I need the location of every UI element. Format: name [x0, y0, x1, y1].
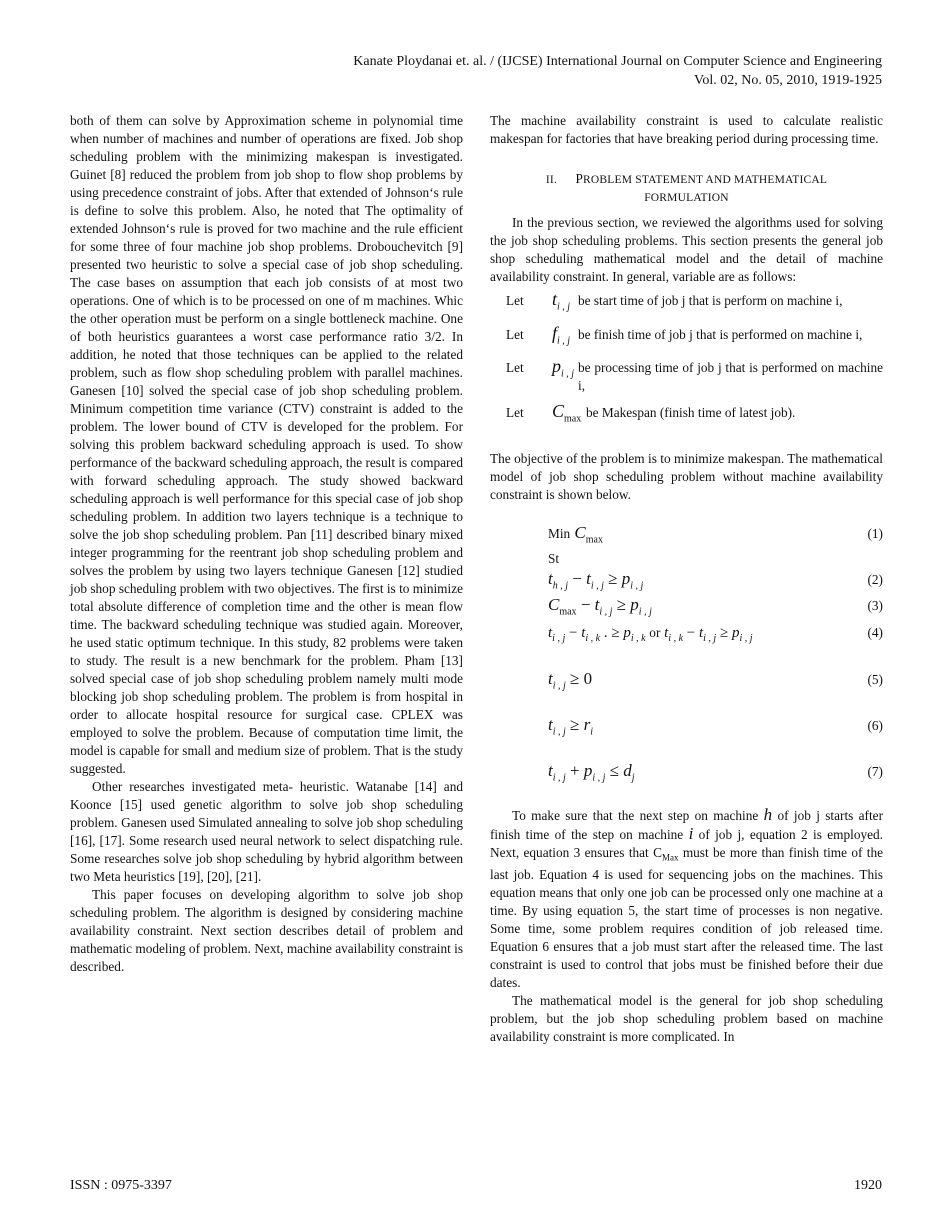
- variable-desc: be Makespan (finish time of latest job).: [586, 405, 796, 421]
- variable-desc: be finish time of job j that is performed on machine i,: [578, 326, 863, 342]
- equation-number: (4): [867, 624, 883, 640]
- variable-let: Let: [506, 360, 524, 376]
- min-label: Min: [548, 525, 571, 541]
- equation-number: (7): [867, 763, 883, 779]
- left-paragraph-3: This paper focuses on developing algorithm to solve job shop scheduling problem. The algorithm is designed by considering machine availability constraint. Next section describes detail of problem and mathematic modeling of problem. Next, machine availability constraint is described.: [70, 887, 463, 974]
- equation-2: $t_{h , j} - t_{i , j} \ge p_{i , j}$ (2): [548, 568, 883, 592]
- variable-item: [490, 357, 883, 395]
- equation-number: (1): [867, 525, 883, 541]
- footer-issn: ISSN : 0975-3397: [70, 1178, 172, 1193]
- variable-let: Let: [506, 293, 524, 308]
- right-paragraph-2: The objective of the problem is to minimize makespan. The mathematical model of job shop scheduling problem without machine availability constraint is shown below.: [490, 450, 883, 502]
- variable-let: Let: [506, 326, 524, 342]
- right-column: [490, 112, 883, 1046]
- section-title-cap: P: [575, 171, 584, 186]
- variable-symbol: $t_{i , j}$: [552, 289, 571, 313]
- right-paragraph-0: The machine availability constraint is used to calculate realistic makespan for factories that have breaking period during processing time.: [490, 113, 883, 146]
- right-paragraph-1: In the previous section, we reviewed the algorithms used for solving the job shop scheduling problems. This section presents the general job shop scheduling mathematical model and the detail of machine availability constraint. In general, variable are as follows:: [490, 215, 883, 284]
- right-paragraph-3: To make sure that the next step on machine h of job j starts after finish time of the step on machine i of job j, equation 2 is employed. Next, equation 3 ensures that $C_{Max}$ must be more than finish time of the last job. Equation 4 is used for sequencing jobs on the machines. This equation means that only one job can be processed only one machine at a time. By using equation 5, the start time of processes is non negative. Some time, some problem requires condition of job released time. Equation 6 ensures that a job must start after the released time. The last constraint is used to control that jobs must be finished before their due dates.: [490, 804, 884, 991]
- variable-desc: be start time of job j that is perform on machine i,: [578, 293, 843, 308]
- variable-symbol: $f_{i , j}$: [552, 322, 571, 347]
- equation-4: $t_{i , j} - t_{i , k}$ . ≥ $p_{i , k}$ or $t_{i , k} - t_{i , j} \ge p_{i , j}$ (4): [548, 624, 883, 644]
- section-number: II.: [545, 174, 557, 186]
- equation-3: $C_{max} - t_{i , j} \ge p_{i , j}$ (3): [548, 594, 883, 618]
- equation-block: [490, 524, 883, 788]
- equation-number: (5): [867, 671, 883, 687]
- variable-desc: be processing time of job j that is performed on machine i,: [578, 360, 883, 394]
- equation-number: (2): [867, 571, 883, 587]
- variable-symbol: $C_{max}$: [552, 401, 582, 425]
- section-title-line1: ROBLEM STATEMENT AND MATHEMATICAL: [583, 174, 828, 186]
- right-paragraph-4: The mathematical model is the general for job shop scheduling problem, but the job shop scheduling problem based on machine availability constraint is more complicated. In: [490, 993, 883, 1045]
- section-title-line2: FORMULATION: [644, 192, 729, 204]
- equation-7: $t_{i , j} + p_{i , j} \le d_j$ (7): [548, 760, 883, 784]
- variable-item: [490, 290, 883, 317]
- variable-item: [490, 324, 883, 351]
- equation-5: $t_{i , j} \ge 0$ (5): [548, 668, 883, 692]
- section-heading: [490, 170, 883, 207]
- equation-number: (6): [867, 717, 883, 733]
- left-paragraph-1: both of them can solve by Approximation scheme in polynomial time when number of machines and number of operations are fixed. Job shop scheduling problem with the minimizing makespan is investigated. Guinet [8] reduced the problem from job shop to flow shop problems by using precedence constraint of jobs. After that extended of Johnson‘s rule is define to solve this problem. Also, he noted that The optimality of extended Johnson‘s rule is proved for two machine and the rule efficient for some three of four machine job shop problems. Drobouchevitch [9] presented two heuristic to solve a special case of job shop scheduling. The case bases on assumption that each job consists of at most two operations. One of which is to be processed on one of m machines. Whic the other operation must be perform on a single bottleneck machine. One of both heuristics guarantees a worst case performance ratio 3/2. In addition, he noted that those techniques can be applied to the related problem, such as flow shop scheduling problem with parallel machines. Ganesen [10] solved the special case of job shop scheduling problem. Minimum competition time variance (CTV) constraint is added to the problem. The lower bound of CTV is developed for the problem. For solving this problem backward scheduling approach is used. To show performance of the backward scheduling approach, the result is compared with forward scheduling approach. The study showed backward scheduling approach is well performance for this special case of job shop scheduling problem. In addition two layers technique is a technique to solve the job shop scheduling problem. Pan [11] described binary mixed integer programming for the reentrant job shop scheduling problem and solves the problem by using two layers technique Ganesen [12] studied job shop scheduling problem with two objectives. The first is to minimize total absolute difference of completion time and the other is mean flow time. The backward scheduling technique was studied again. Moreover, he used static optimum technique. In this study, 82 problems were taken to study. The result is a new benchmark for the problem. Pham [13] solved special case of job shop scheduling problem namely multi mode blocking job shop scheduling problem. The problem is from hospital in order to allocate hospital resource for surgical case. CPLEX was employed to solve the problem. Because of computation time limit, the model is capable for small and medium size of problem. That is the study suggested.: [70, 113, 463, 776]
- header-journal: Kanate Ploydanai et. al. / (IJCSE) International Journal on Computer Science and Engineering: [353, 54, 882, 69]
- variable-list: [490, 290, 883, 429]
- running-header: [353, 52, 882, 90]
- left-column: [70, 112, 463, 976]
- st-label: St: [548, 550, 560, 566]
- variable-let: Let: [506, 405, 524, 421]
- footer-page-number: 1920: [854, 1178, 882, 1193]
- header-volume: Vol. 02, No. 05, 2010, 1919-1925: [694, 73, 882, 88]
- left-paragraph-2: Other researches investigated meta- heuristic. Watanabe [14] and Koonce [15] used genetic algorithm to solve job shop scheduling problem. Ganesen used Simulated annealing to solve job shop scheduling [16], [17]. Some research used neural network to select dispatching rule. Some researches solve job shop scheduling by hybrid algorithm between two Meta heuristics [19], [20], [21].: [70, 779, 463, 884]
- equation-6: $t_{i , j} \ge r_i$ (6): [548, 714, 883, 738]
- variable-item: [490, 402, 883, 429]
- equation-1: Min $C_{max}$ (1): [548, 522, 883, 546]
- equation-number: (3): [867, 597, 883, 613]
- variable-symbol: $p_{i , j}$: [552, 356, 575, 380]
